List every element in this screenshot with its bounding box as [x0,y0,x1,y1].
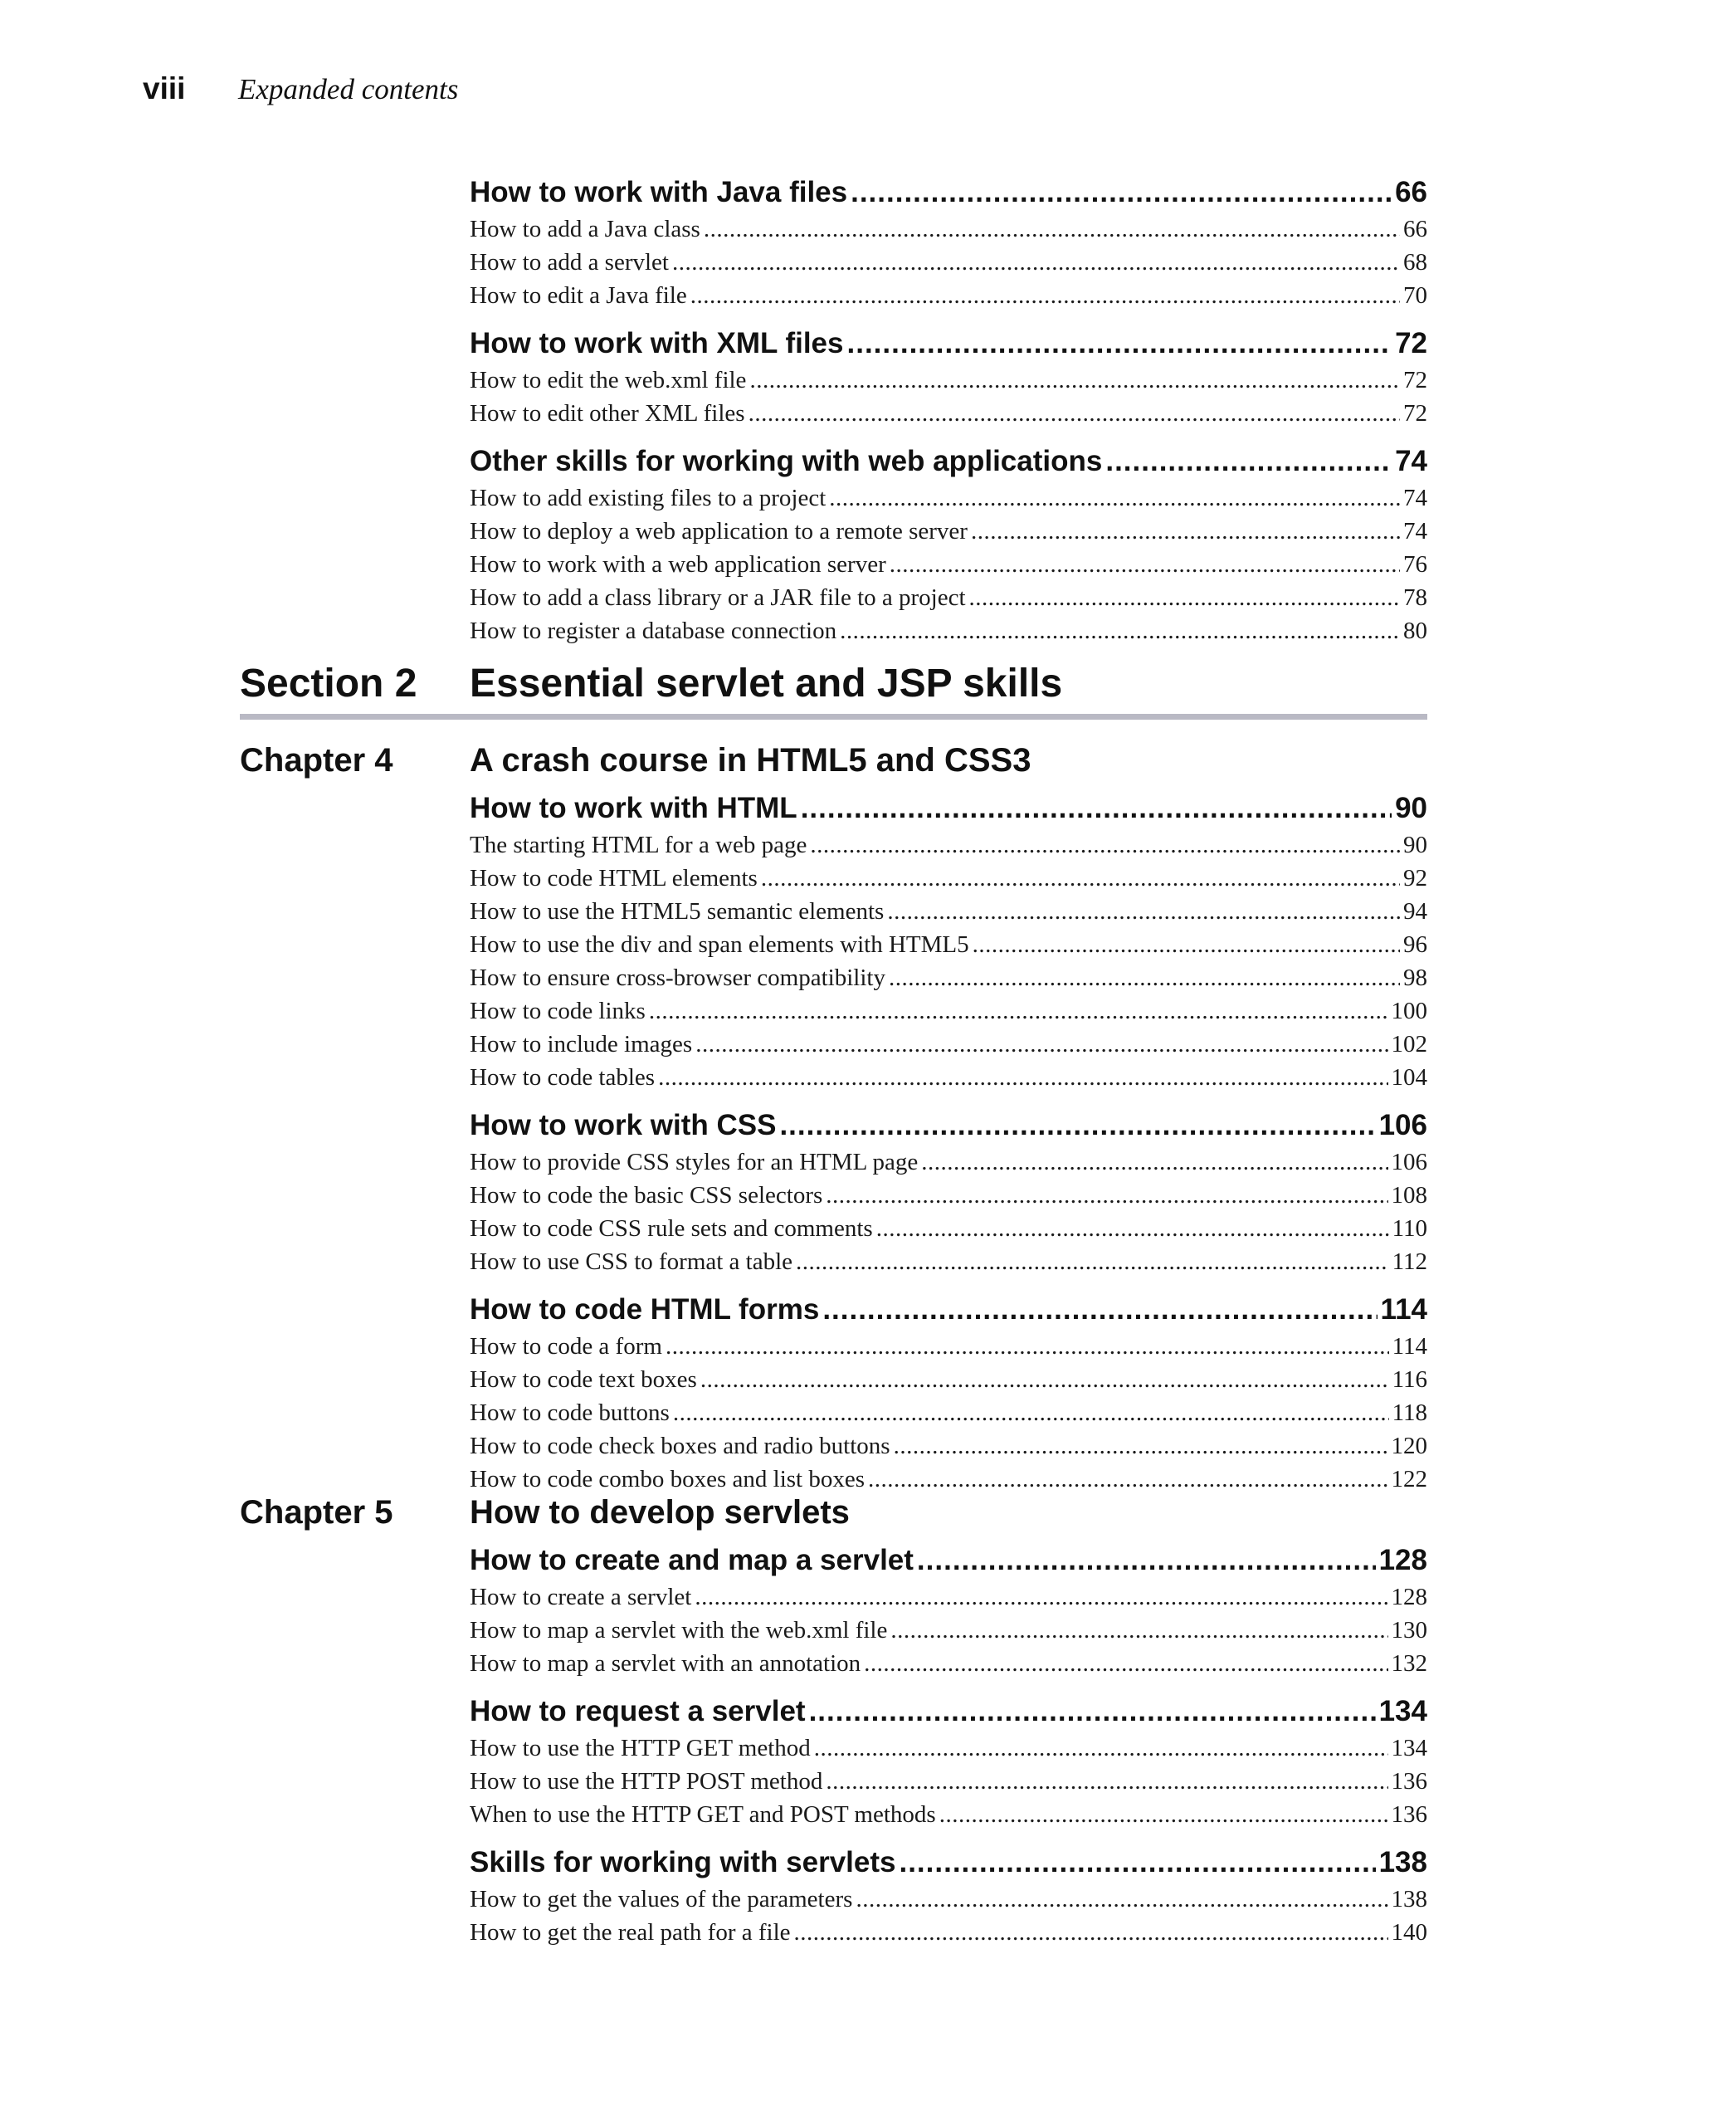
toc-topic[interactable]: How to work with Java files ..... 66 [470,176,1427,216]
chapter-heading [240,1494,1427,1531]
toc-subtopic[interactable]: How to get the real path for a file ..... 140 [470,1919,1427,1952]
section-title: Essential servlet and JSP skills [470,662,1063,706]
toc-subtopic[interactable]: How to register a database connection ..... 80 [470,618,1427,651]
section-label: Section 2 [240,662,417,706]
page-number: viii [143,71,186,105]
section-heading [240,661,1427,720]
running-head-title: Expanded contents [238,73,459,105]
chapter-label: Chapter 4 [240,742,393,779]
toc-subtopic[interactable]: How to edit a Java file ..... 70 [470,282,1427,315]
toc-subtopic[interactable]: How to provide CSS styles for an HTML page ..... 106 [470,1149,1427,1182]
toc-block-chapter-4 [470,780,1427,1499]
toc-subtopic[interactable]: How to include images ..... 102 [470,1031,1427,1064]
toc-block-chapter-5 [470,1532,1427,1952]
toc-subtopic[interactable]: How to get the values of the parameters ..... 138 [470,1886,1427,1919]
toc-subtopic[interactable]: How to code combo boxes and list boxes ..... 122 [470,1466,1427,1499]
toc-subtopic[interactable]: How to add existing files to a project ..... 74 [470,485,1427,518]
toc-subtopic[interactable]: How to code tables ..... 104 [470,1064,1427,1097]
toc-topic[interactable]: How to work with HTML ..... 90 [470,792,1427,832]
toc-subtopic[interactable]: How to code a form ..... 114 [470,1333,1427,1366]
toc-subtopic[interactable]: How to add a servlet ..... 68 [470,249,1427,282]
toc-subtopic[interactable]: How to code links ..... 100 [470,998,1427,1031]
toc-topic[interactable]: How to work with XML files ..... 72 [470,327,1427,367]
toc-subtopic[interactable]: How to add a class library or a JAR file to a project ..... 78 [470,584,1427,618]
toc-subtopic[interactable]: How to use the HTML5 semantic elements ..... 94 [470,898,1427,931]
toc-subtopic[interactable]: How to code text boxes ..... 116 [470,1366,1427,1399]
toc-subtopic[interactable]: How to create a servlet ..... 128 [470,1584,1427,1617]
toc-topic[interactable]: How to work with CSS ..... 106 [470,1109,1427,1149]
toc-subtopic[interactable]: How to use CSS to format a table ..... 112 [470,1248,1427,1282]
toc-subtopic[interactable]: How to ensure cross-browser compatibility ..... 98 [470,965,1427,998]
toc-subtopic[interactable]: How to code buttons ..... 118 [470,1399,1427,1433]
toc-subtopic[interactable]: How to code the basic CSS selectors ..... 108 [470,1182,1427,1215]
toc-topic[interactable]: Other skills for working with web applications ..... 74 [470,445,1427,485]
toc-topic[interactable]: How to request a servlet ..... 134 [470,1695,1427,1735]
toc-subtopic[interactable]: How to work with a web application server ..... 76 [470,551,1427,584]
chapter-heading [240,742,1427,779]
toc-subtopic[interactable]: When to use the HTTP GET and POST methods ..... 136 [470,1801,1427,1834]
toc-subtopic[interactable]: How to map a servlet with the web.xml file ..... 130 [470,1617,1427,1650]
toc-subtopic[interactable]: How to code check boxes and radio buttons ..... 120 [470,1433,1427,1466]
toc-subtopic[interactable]: How to edit the web.xml file ..... 72 [470,367,1427,400]
toc-subtopic[interactable]: The starting HTML for a web page ..... 90 [470,832,1427,865]
toc-subtopic[interactable]: How to deploy a web application to a remote server ..... 74 [470,518,1427,551]
toc-subtopic[interactable]: How to use the HTTP GET method ..... 134 [470,1735,1427,1768]
toc-subtopic[interactable]: How to map a servlet with an annotation ..... 132 [470,1650,1427,1683]
chapter-title[interactable]: A crash course in HTML5 and CSS3 [470,742,1031,779]
toc-block-continued [470,164,1427,651]
toc-topic[interactable]: How to code HTML forms ..... 114 [470,1293,1427,1333]
running-head [143,71,458,106]
toc-subtopic[interactable]: How to code CSS rule sets and comments ..... 110 [470,1215,1427,1248]
toc-subtopic[interactable]: How to use the HTTP POST method ..... 136 [470,1768,1427,1801]
toc-subtopic[interactable]: How to add a Java class ..... 66 [470,216,1427,249]
toc-subtopic[interactable]: How to use the div and span elements with HTML5 ..... 96 [470,931,1427,965]
toc-subtopic[interactable]: How to edit other XML files ..... 72 [470,400,1427,433]
toc-topic[interactable]: How to create and map a servlet ..... 128 [470,1544,1427,1584]
toc-topic[interactable]: Skills for working with servlets ..... 138 [470,1846,1427,1886]
chapter-label: Chapter 5 [240,1494,393,1531]
toc-subtopic[interactable]: How to code HTML elements ..... 92 [470,865,1427,898]
chapter-title[interactable]: How to develop servlets [470,1494,850,1531]
